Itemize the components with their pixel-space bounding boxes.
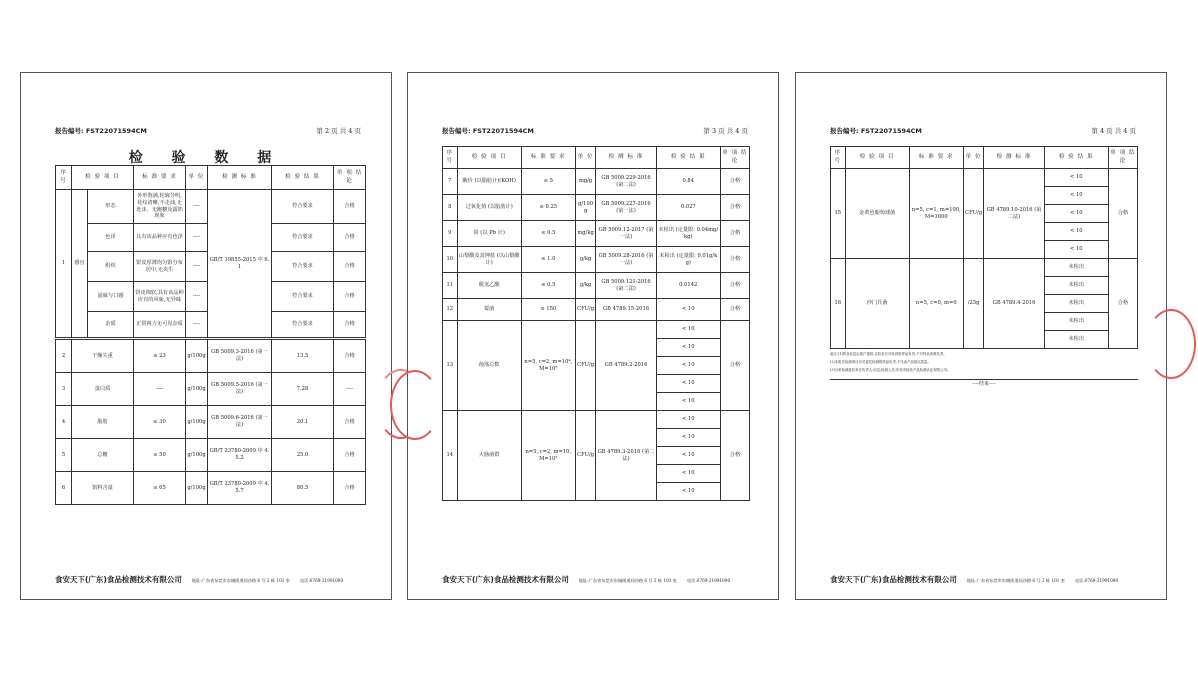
cell-result: 符合要求 <box>272 224 334 252</box>
note-1: 备注:(1)样品信息由客户提供,实验室仅对收到的样品负责,不对样品来源负责。 <box>830 352 947 356</box>
cell-no: 13 <box>443 321 458 411</box>
cell-result: < 10 <box>1044 223 1108 241</box>
cell-result: 未检出 <box>1044 277 1108 295</box>
cell-result: 7.28 <box>272 373 334 406</box>
table-row <box>443 321 750 339</box>
page-number: 第 2 页 共 4 页 <box>316 127 361 135</box>
col-item: 检 验 项 目 <box>845 147 909 169</box>
cell-no: 8 <box>443 195 458 221</box>
cell-item: 菌落总数 <box>457 321 521 411</box>
cell-result: < 10 <box>1044 169 1108 187</box>
cell-conclusion: 合格 <box>1108 169 1137 259</box>
cell-unit: g/100g <box>186 373 208 406</box>
col-standard: 检 测 标 准 <box>208 166 272 190</box>
cell-item: 过氧化值 (以脂肪计) <box>457 195 521 221</box>
cell-item: 总糖 <box>72 439 134 472</box>
cell-requirement: ≤ 1.0 <box>521 247 575 273</box>
cell-conclusion: 合格 <box>720 299 749 321</box>
table-row <box>443 195 750 221</box>
cell-no: 5 <box>56 439 72 472</box>
cell-unit: g/100g <box>186 340 208 373</box>
cell-result: 未检出 <box>1044 295 1108 313</box>
cell-requirement: ≤ 0.5 <box>521 273 575 299</box>
col-result: 检 验 结 果 <box>1044 147 1108 169</box>
cell-item: 金黄色葡萄球菌 <box>845 169 909 259</box>
cell-standard: GB 4789.15-2016 <box>596 299 656 321</box>
table-row <box>443 169 750 195</box>
cell-conclusion: 合格 <box>720 321 749 411</box>
col-requirement: 标 准 要 求 <box>134 166 186 190</box>
cell-item: 霉菌 <box>457 299 521 321</box>
cell-result: 0.0142 <box>656 273 720 299</box>
cell-standard: GB 4789.2-2016 <box>596 321 656 411</box>
cell-unit: CFU/g <box>963 169 984 259</box>
cell-standard: GB 5009.3-2016 (第一法) <box>208 340 272 373</box>
company-name: 食安天下(广东)食品检测技术有限公司 <box>830 575 957 584</box>
inspection-table-cont <box>55 339 366 505</box>
cell-conclusion: 合格 <box>334 406 366 439</box>
cell-result: 20.1 <box>272 406 334 439</box>
cell-result: 符合要求 <box>272 252 334 282</box>
report-page-4 <box>795 72 1167 600</box>
cell-no: 3 <box>56 373 72 406</box>
col-requirement: 标 准 要 求 <box>909 147 963 169</box>
cell-result: 未检出 <box>1044 331 1108 349</box>
cell-unit: ---- <box>186 224 208 252</box>
cell-conclusion: 合格 <box>334 252 366 282</box>
table-row <box>56 373 366 406</box>
cell-no: 10 <box>443 247 458 273</box>
cell-standard: GB 4789.3-2016 (第二法) <box>596 411 656 501</box>
cell-unit: ---- <box>186 312 208 338</box>
cell-requirement: ≤ 0.5 <box>521 221 575 247</box>
cell-standard: GB 5009.121-2016 (第二法) <box>596 273 656 299</box>
company-phone: 电话:0769-21991090 <box>1074 578 1119 583</box>
cell-item: 大肠菌群 <box>457 411 521 501</box>
report-page-2 <box>20 72 392 600</box>
table-row <box>443 247 750 273</box>
cell-no: 1 <box>56 190 72 338</box>
cell-result: < 10 <box>656 429 720 447</box>
cell-requirement: ≤ 30 <box>134 406 186 439</box>
col-no: 序号 <box>56 166 72 190</box>
cell-result: 未检出 (定量限: 0.04mg/kg) <box>656 221 720 247</box>
cell-unit: g/100g <box>186 439 208 472</box>
cell-result: 未检出 <box>1044 313 1108 331</box>
cell-requirement: ≤ 150 <box>521 299 575 321</box>
table-row <box>831 169 1138 187</box>
cell-unit: ---- <box>186 252 208 282</box>
cell-standard: GB 4789.10-2016 (第二法) <box>984 169 1044 259</box>
cell-standard: GB/T 23780-2009 中 4.5.7 <box>208 472 272 505</box>
col-conclusion: 单 项 结 论 <box>1108 147 1137 169</box>
cell-result: < 10 <box>1044 241 1108 259</box>
cell-no: 4 <box>56 406 72 439</box>
cell-requirement: n=5, c=1, m=100, M=1000 <box>909 169 963 259</box>
cell-unit: CFU/g <box>575 321 596 411</box>
col-conclusion: 单 项 结 论 <box>334 166 366 190</box>
cell-item: 山梨酸及其钾盐 (以山梨酸计) <box>457 247 521 273</box>
page-number: 第 4 页 共 4 页 <box>1091 127 1136 135</box>
cell-result: < 10 <box>656 375 720 393</box>
cell-result: < 10 <box>1044 187 1108 205</box>
cell-unit: ---- <box>186 282 208 312</box>
cell-conclusion: 合格 <box>334 472 366 505</box>
cell-standard: GB 5009.229-2016 (第二法) <box>596 169 656 195</box>
report-page-3 <box>407 72 779 600</box>
cell-result: < 10 <box>656 483 720 501</box>
cell-unit: mg/g <box>575 169 596 195</box>
col-standard: 检 测 标 准 <box>984 147 1044 169</box>
cell-requirement: ≤ 23 <box>134 340 186 373</box>
company-phone: 电话:0769-21991090 <box>686 578 731 583</box>
note-2: (2)本报告检测项目仅对委托检测的样品负责,不代表产品批次质量。 <box>830 360 931 364</box>
cell-item: 色泽 <box>88 224 134 252</box>
cell-unit: g/kg <box>575 273 596 299</box>
cell-requirement: 具有该品种应有色泽 <box>134 224 186 252</box>
cell-no: 9 <box>443 221 458 247</box>
cell-requirement: n=5, c=0, m=0 <box>909 259 963 349</box>
cell-unit: CFU/g <box>575 411 596 501</box>
cell-item: 馅料含量 <box>72 472 134 505</box>
cell-result: < 10 <box>656 447 720 465</box>
cell-no: 2 <box>56 340 72 373</box>
table-row <box>56 439 366 472</box>
end-marker: ----结束---- <box>830 379 1138 387</box>
col-no: 序号 <box>443 147 458 169</box>
cell-conclusion: 合格 <box>720 247 749 273</box>
cell-unit: ---- <box>186 190 208 224</box>
cell-conclusion: 合格 <box>334 312 366 338</box>
note-3: (3)分析检测委托单位负责人:信息;检测人员:东莞市检验产品检测认证有限公司。 <box>830 368 951 372</box>
cell-item: 脂肪 <box>72 406 134 439</box>
cell-conclusion: ---- <box>334 373 366 406</box>
cell-no: 16 <box>831 259 846 349</box>
col-unit: 单 位 <box>575 147 596 169</box>
cell-item: 滋味与口感 <box>88 282 134 312</box>
company-name: 食安天下(广东)食品检测技术有限公司 <box>55 575 182 584</box>
company-address: 地址:广东省东莞市东城街道同沙路 6 号 2 栋 101 室 <box>966 578 1065 583</box>
cell-standard: GB/T 19855-2015 中 6.1 <box>208 190 272 338</box>
cell-item: 形态 <box>88 190 134 224</box>
cell-group: 感官 <box>72 190 88 338</box>
cell-conclusion: 合格 <box>334 439 366 472</box>
cell-item: 沙门氏菌 <box>845 259 909 349</box>
table-row <box>443 221 750 247</box>
col-result: 检 验 结 果 <box>656 147 720 169</box>
col-requirement: 标 准 要 求 <box>521 147 575 169</box>
page-title: 检 验 数 据 <box>128 150 284 166</box>
col-unit: 单 位 <box>963 147 984 169</box>
cell-result: 未检出 (定量限: 0.01g/kg) <box>656 247 720 273</box>
report-number: 报告编号: FST22071594CM <box>830 127 922 135</box>
cell-result: < 10 <box>656 299 720 321</box>
cell-result: 符合要求 <box>272 190 334 224</box>
company-address: 地址:广东省东莞市东城街道同沙路 6 号 2 栋 101 室 <box>191 578 290 583</box>
cell-no: 12 <box>443 299 458 321</box>
cell-requirement: 正常视力无可见杂质 <box>134 312 186 338</box>
cell-item: 杂质 <box>88 312 134 338</box>
cell-unit: g/100g <box>575 195 596 221</box>
cell-no: 14 <box>443 411 458 501</box>
cell-result: 13.5 <box>272 340 334 373</box>
cell-unit: g/kg <box>575 247 596 273</box>
cell-no: 15 <box>831 169 846 259</box>
cell-unit: g/100g <box>186 472 208 505</box>
col-result: 检 验 结 果 <box>272 166 334 190</box>
cell-standard: GB 4789.4-2016 <box>984 259 1044 349</box>
table-row <box>56 406 366 439</box>
inspection-table <box>55 165 366 338</box>
cell-requirement: ≤ 5 <box>521 169 575 195</box>
cell-result: 符合要求 <box>272 282 334 312</box>
cell-unit: g/100g <box>186 406 208 439</box>
cell-conclusion: 合格 <box>720 169 749 195</box>
cell-item: 干燥失重 <box>72 340 134 373</box>
cell-no: 7 <box>443 169 458 195</box>
cell-requirement: 饼皮绵软,具有该品种应有的风味,无异味 <box>134 282 186 312</box>
cell-standard: GB 5009.227-2016 (第一法) <box>596 195 656 221</box>
cell-requirement: 外形饱满,轮廓分明,花纹清晰,不走油,无迸沫、无跑糖及露馅现象 <box>134 190 186 224</box>
table-row <box>443 273 750 299</box>
table-row <box>56 190 366 224</box>
page-number: 第 3 页 共 4 页 <box>703 127 748 135</box>
cell-standard: GB/T 23780-2009 中 4.5.2 <box>208 439 272 472</box>
report-number: 报告编号: FST22071594CM <box>442 127 534 135</box>
cell-result: 符合要求 <box>272 312 334 338</box>
cell-result: < 10 <box>656 411 720 429</box>
cell-conclusion: 合格 <box>334 224 366 252</box>
cell-result: 未检出 <box>1044 259 1108 277</box>
cell-conclusion: 合格 <box>334 340 366 373</box>
cell-standard: GB 5009.6-2016 (第一法) <box>208 406 272 439</box>
table-row <box>443 299 750 321</box>
cell-requirement: 饼皮厚薄均匀馅分布居中,无夹生 <box>134 252 186 282</box>
cell-standard: GB 5009.12-2017 (第一法) <box>596 221 656 247</box>
cell-result: < 10 <box>656 339 720 357</box>
cell-requirement: ≤ 0.25 <box>521 195 575 221</box>
cell-conclusion: 合格 <box>334 190 366 224</box>
cell-result: < 10 <box>656 393 720 411</box>
col-conclusion: 单 项 结 论 <box>720 147 749 169</box>
cell-unit: /25g <box>963 259 984 349</box>
table-row <box>831 259 1138 277</box>
cell-result: < 10 <box>656 465 720 483</box>
cell-conclusion: 合格 <box>720 411 749 501</box>
cell-result: 25.0 <box>272 439 334 472</box>
cell-requirement: ≥ 65 <box>134 472 186 505</box>
cell-item: 蛋白质 <box>72 373 134 406</box>
table-row <box>56 340 366 373</box>
cell-result: 0.84 <box>656 169 720 195</box>
company-name: 食安天下(广东)食品检测技术有限公司 <box>442 575 569 584</box>
red-seal-stamp <box>1146 309 1196 379</box>
inspection-table <box>830 146 1138 349</box>
cell-requirement: ---- <box>134 373 186 406</box>
cell-item: 组织 <box>88 252 134 282</box>
cell-item: 酸价 (以脂肪计)(KOH) <box>457 169 521 195</box>
cell-no: 11 <box>443 273 458 299</box>
cell-requirement: n=5, c=2, m=10, M=10² <box>521 411 575 501</box>
report-number: 报告编号: FST22071594CM <box>55 127 147 135</box>
cell-no: 6 <box>56 472 72 505</box>
col-unit: 单 位 <box>186 166 208 190</box>
cell-conclusion: 合格 <box>720 195 749 221</box>
red-seal-stamp <box>390 370 440 440</box>
cell-result: 0.027 <box>656 195 720 221</box>
cell-result: < 10 <box>656 321 720 339</box>
cell-conclusion: 合格 <box>720 221 749 247</box>
cell-requirement: n=5, c=2, m=10⁴, M=10⁵ <box>521 321 575 411</box>
cell-unit: mg/kg <box>575 221 596 247</box>
cell-item: 铅 (以 Pb 计) <box>457 221 521 247</box>
cell-result: < 10 <box>1044 205 1108 223</box>
table-row <box>56 472 366 505</box>
cell-conclusion: 合格 <box>720 273 749 299</box>
cell-requirement: ≤ 50 <box>134 439 186 472</box>
company-address: 地址:广东省东莞市东城街道同沙路 6 号 2 栋 101 室 <box>578 578 677 583</box>
col-item: 检 验 项 目 <box>457 147 521 169</box>
cell-conclusion: 合格 <box>1108 259 1137 349</box>
col-item: 检 验 项 目 <box>72 166 134 190</box>
col-standard: 检 测 标 准 <box>596 147 656 169</box>
cell-standard: GB 5009.28-2016 (第一法) <box>596 247 656 273</box>
company-phone: 电话:0769-21991090 <box>299 578 344 583</box>
cell-standard: GB 5009.5-2016 (第一法) <box>208 373 272 406</box>
cell-item: 脱氢乙酸 <box>457 273 521 299</box>
inspection-table <box>442 146 750 501</box>
table-row <box>443 411 750 429</box>
cell-result: 80.5 <box>272 472 334 505</box>
col-no: 序号 <box>831 147 846 169</box>
cell-result: < 10 <box>656 357 720 375</box>
cell-conclusion: 合格 <box>334 282 366 312</box>
cell-unit: CFU/g <box>575 299 596 321</box>
